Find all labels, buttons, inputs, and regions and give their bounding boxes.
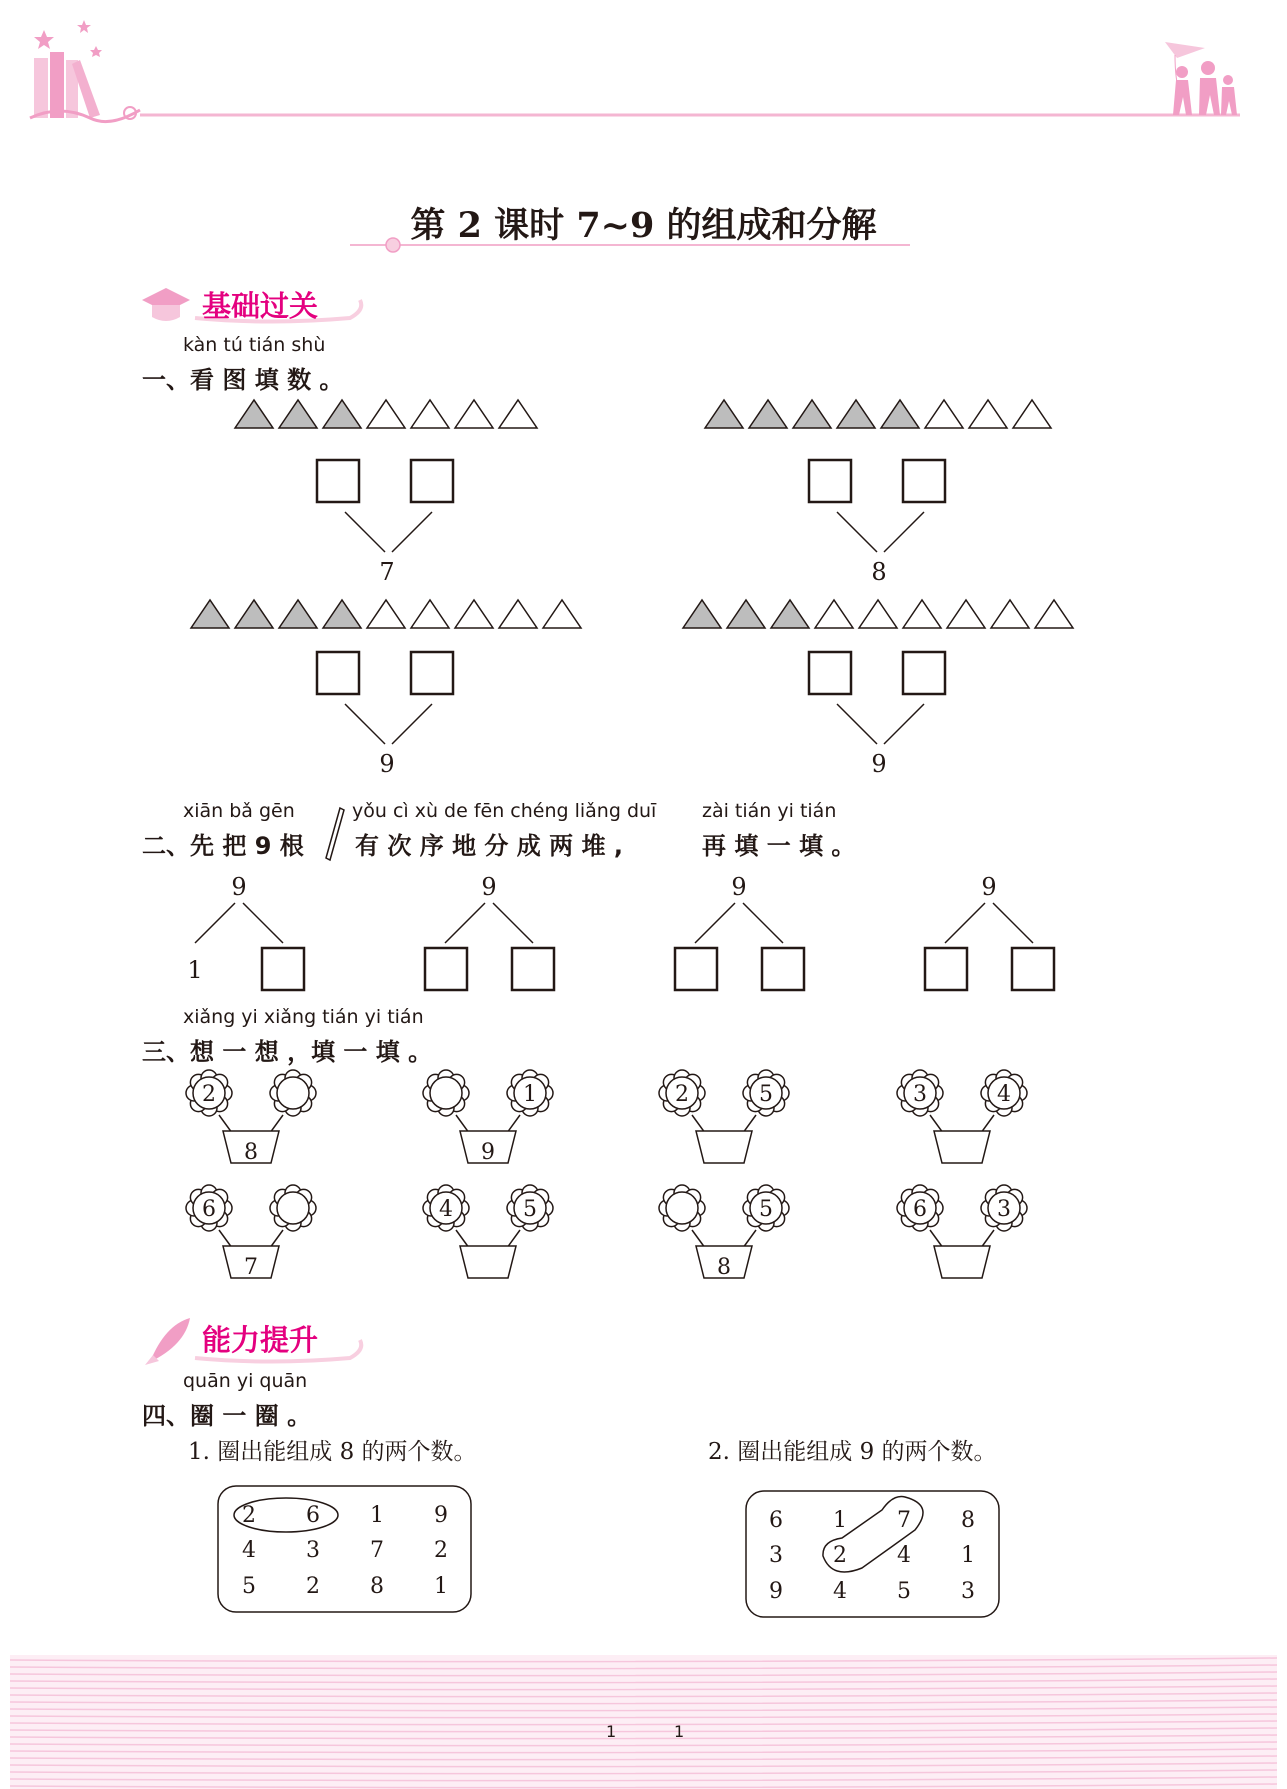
page-number-left: 1 — [606, 1722, 617, 1741]
tree-top: 9 — [981, 873, 997, 901]
q3-pinyin: xiǎng yi xiǎng tián yi tián — [183, 1006, 424, 1028]
grid-number[interactable]: 3 — [769, 1543, 783, 1568]
grid-number[interactable]: 2 — [434, 1538, 448, 1563]
q1-text: 一、看 图 填 数 。 — [142, 366, 344, 394]
grid-number[interactable]: 8 — [370, 1574, 384, 1599]
pot-number: 8 — [717, 1255, 731, 1280]
flower-number: 5 — [759, 1082, 773, 1107]
q4-pinyin: quān yi quān — [183, 1370, 308, 1392]
pot-number: 9 — [481, 1140, 495, 1165]
grid-number[interactable]: 8 — [961, 1508, 975, 1533]
q2-pinyin-a: xiān bǎ gēn — [183, 800, 295, 822]
grid-number[interactable]: 6 — [306, 1503, 320, 1528]
grid-number[interactable]: 9 — [434, 1503, 448, 1528]
grid-number[interactable]: 4 — [833, 1579, 847, 1604]
q4-sub1: 1. 圈出能组成 8 的两个数。 — [188, 1439, 477, 1465]
group-total: 9 — [379, 750, 395, 778]
flower-number: 3 — [913, 1082, 927, 1107]
flower-number: 5 — [759, 1197, 773, 1222]
grid-number[interactable]: 5 — [242, 1574, 256, 1599]
flower-number: 5 — [523, 1197, 537, 1222]
grid-number[interactable]: 7 — [897, 1508, 911, 1533]
flower-number: 1 — [523, 1082, 537, 1107]
grid-number[interactable]: 4 — [242, 1538, 256, 1563]
group-total: 9 — [871, 750, 887, 778]
q2-text-c: 再 填 一 填 。 — [702, 832, 856, 860]
grid-number[interactable]: 1 — [434, 1574, 448, 1599]
grid-number[interactable]: 5 — [897, 1579, 911, 1604]
tree-top: 9 — [231, 873, 247, 901]
tree-top: 9 — [731, 873, 747, 901]
grid-number[interactable]: 3 — [961, 1579, 975, 1604]
grid-number[interactable]: 3 — [306, 1538, 320, 1563]
tree-left: 1 — [187, 956, 203, 984]
grid-number[interactable]: 7 — [370, 1538, 384, 1563]
grid-number[interactable]: 2 — [242, 1503, 256, 1528]
flower-number: 6 — [913, 1197, 927, 1222]
grid-number[interactable]: 1 — [833, 1508, 847, 1533]
page-title: 第 2 课时 7~9 的组成和分解 — [410, 205, 877, 246]
page-number-right: 1 — [674, 1722, 685, 1741]
grid-number[interactable]: 2 — [833, 1543, 847, 1568]
group-total: 8 — [871, 558, 887, 586]
q1-pinyin: kàn tú tián shù — [183, 334, 326, 356]
flower-number: 4 — [439, 1197, 453, 1222]
pot-number: 7 — [244, 1255, 258, 1280]
flower-number: 2 — [675, 1082, 689, 1107]
group-total: 7 — [379, 558, 395, 586]
q3-text: 三、想 一 想 ，填 一 填 。 — [142, 1038, 433, 1066]
grid-number[interactable]: 6 — [769, 1508, 783, 1533]
q2-text-a: 二、先 把 9 根 — [142, 832, 304, 860]
tree-top: 9 — [481, 873, 497, 901]
q2-pinyin-c: zài tián yi tián — [702, 800, 837, 822]
q4-text: 四、圈 一 圈 。 — [142, 1402, 312, 1430]
flower-number: 3 — [997, 1197, 1011, 1222]
q2-text-b: 有 次 序 地 分 成 两 堆 , — [355, 832, 623, 860]
grid-number[interactable]: 2 — [306, 1574, 320, 1599]
flower-number: 6 — [202, 1197, 216, 1222]
flower-number: 2 — [202, 1082, 216, 1107]
grid-number[interactable]: 1 — [961, 1543, 975, 1568]
grid-number[interactable]: 9 — [769, 1579, 783, 1604]
grid-number[interactable]: 4 — [897, 1543, 911, 1568]
section-advanced-title: 能力提升 — [202, 1323, 319, 1357]
section-basic-title: 基础过关 — [202, 289, 319, 323]
flower-number: 4 — [997, 1082, 1011, 1107]
q4-sub2: 2. 圈出能组成 9 的两个数。 — [708, 1439, 997, 1465]
grid-number[interactable]: 1 — [370, 1503, 384, 1528]
pot-number: 8 — [244, 1140, 258, 1165]
q2-pinyin-b: yǒu cì xù de fēn chéng liǎng duī — [352, 800, 657, 822]
